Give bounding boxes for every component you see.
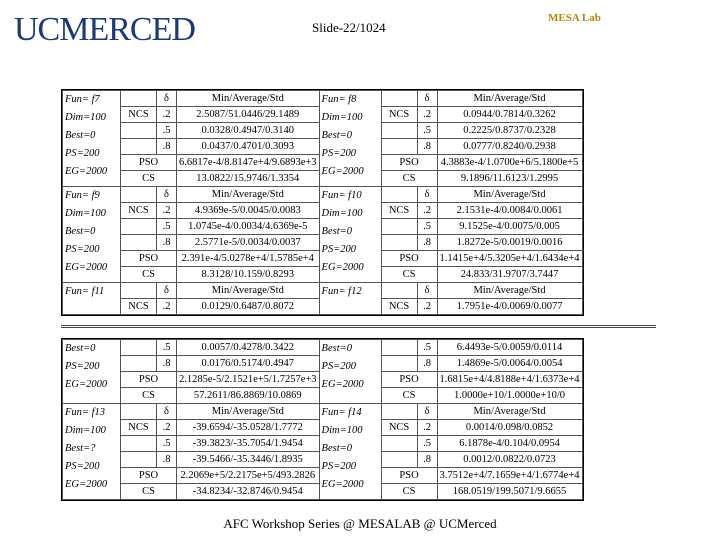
result-cell: -39.3823/-35.7054/1.9454 <box>177 436 320 452</box>
result-cell: 1.1415e+4/5.3205e+4/1.6434e+4 <box>437 251 582 267</box>
algorithm-cell: PSO <box>381 155 437 171</box>
result-cell: 1.7951e-4/0.0069/0.0077 <box>437 299 582 315</box>
result-cell: 2.5087/51.0446/29.1489 <box>177 107 320 123</box>
result-cell: Min/Average/Std <box>437 187 582 203</box>
result-cell: 0.0012/0.0822/0.0723 <box>437 452 582 468</box>
delta-cell: δ <box>417 187 437 203</box>
function-param: Best=? <box>65 443 96 454</box>
result-cell: 6.4493e-5/0.0059/0.0114 <box>437 340 582 356</box>
function-param: Dim=100 <box>321 425 363 436</box>
delta-cell: .2 <box>157 107 177 123</box>
result-cell: 0.0176/0.5174/0.4947 <box>177 356 320 372</box>
result-cell: 0.0777/0.8240/0.2938 <box>437 139 582 155</box>
algorithm-cell: PSO <box>381 372 437 388</box>
delta-cell: δ <box>417 91 437 107</box>
result-cell: 6.1878e-4/0.104/0.0954 <box>437 436 582 452</box>
algorithm-cell <box>381 283 417 299</box>
result-cell: 2.391e-4/5.0278e+4/1.5785e+4 <box>177 251 320 267</box>
function-params-cell <box>63 340 121 404</box>
result-cell: 0.0057/0.4278/0.3422 <box>177 340 320 356</box>
slide-number: Slide-22/1024 <box>312 20 386 35</box>
delta-cell: .8 <box>157 452 177 468</box>
function-param: Dim=100 <box>321 208 363 219</box>
algorithm-cell <box>121 436 157 452</box>
function-param: EG=2000 <box>321 166 364 177</box>
algorithm-cell: PSO <box>381 468 437 484</box>
algorithm-cell: NCS <box>381 203 417 219</box>
algorithm-cell: NCS <box>121 420 157 436</box>
delta-cell: δ <box>157 91 177 107</box>
delta-cell: δ <box>157 404 177 420</box>
result-cell: 9.1896/11.6123/1.2995 <box>437 171 582 187</box>
function-params-cell <box>319 340 381 404</box>
function-param: PS=200 <box>321 461 357 472</box>
result-cell: 0.0129/0.6487/0.8072 <box>177 299 320 315</box>
function-param: EG=2000 <box>65 379 108 390</box>
delta-cell: .5 <box>417 219 437 235</box>
result-cell: 4.3883e-4/1.0700e+6/5.1800e+5 <box>437 155 582 171</box>
function-param: Best=0 <box>321 343 352 354</box>
algorithm-cell <box>121 404 157 420</box>
function-param: Best=0 <box>321 130 352 141</box>
function-param: Dim=100 <box>321 112 363 123</box>
algorithm-cell: PSO <box>121 251 177 267</box>
results-table-top <box>61 89 584 316</box>
function-param: Fun= f13 <box>65 407 106 418</box>
function-params-cell <box>63 404 121 500</box>
function-param: Fun= f11 <box>65 286 105 297</box>
function-params-cell <box>63 187 121 283</box>
delta-cell: .5 <box>417 436 437 452</box>
algorithm-cell: PSO <box>121 372 177 388</box>
delta-cell: .2 <box>417 203 437 219</box>
delta-cell: .8 <box>417 452 437 468</box>
algorithm-cell: CS <box>121 388 177 404</box>
result-cell: 2.2069e+5/2.2175e+5/493.2826 <box>177 468 320 484</box>
delta-cell: .5 <box>417 123 437 139</box>
result-cell: -34.8234/-32.8746/0.9454 <box>177 484 320 500</box>
delta-cell: .5 <box>157 123 177 139</box>
algorithm-cell <box>121 123 157 139</box>
function-params-cell <box>319 404 381 500</box>
algorithm-cell: NCS <box>121 299 157 315</box>
delta-cell: .8 <box>417 356 437 372</box>
table-divider <box>61 325 656 328</box>
delta-cell: δ <box>417 283 437 299</box>
delta-cell: .2 <box>417 107 437 123</box>
function-params-cell <box>319 187 381 283</box>
delta-cell: δ <box>157 187 177 203</box>
result-cell: 1.0745e-4/0.0034/4.6369e-5 <box>177 219 320 235</box>
algorithm-cell <box>121 219 157 235</box>
function-param: Fun= f10 <box>321 190 362 201</box>
result-cell: 57.2611/86.8869/10.0869 <box>177 388 320 404</box>
result-cell: Min/Average/Std <box>437 283 582 299</box>
ucmerced-logo <box>14 8 214 48</box>
function-param: EG=2000 <box>65 479 108 490</box>
result-cell: 24.833/31.9707/3.7447 <box>437 267 582 283</box>
delta-cell: .8 <box>157 356 177 372</box>
delta-cell: .5 <box>157 340 177 356</box>
algorithm-cell <box>381 235 417 251</box>
delta-cell: .8 <box>157 235 177 251</box>
algorithm-cell <box>121 452 157 468</box>
result-cell: 9.1525e-4/0.0075/0.005 <box>437 219 582 235</box>
function-param: PS=200 <box>65 461 100 472</box>
function-param: PS=200 <box>65 361 100 372</box>
table-row <box>63 283 583 299</box>
algorithm-cell <box>381 187 417 203</box>
function-param: Dim=100 <box>65 112 106 123</box>
function-param: PS=200 <box>65 148 100 159</box>
function-param: EG=2000 <box>321 379 364 390</box>
function-params-cell <box>63 91 121 187</box>
result-cell: Min/Average/Std <box>437 91 582 107</box>
result-cell: Min/Average/Std <box>177 404 320 420</box>
result-cell: 2.5771e-5/0.0034/0.0037 <box>177 235 320 251</box>
function-param: PS=200 <box>321 361 357 372</box>
result-cell: -39.5466/-35.3446/1.8935 <box>177 452 320 468</box>
function-param: Best=0 <box>321 443 352 454</box>
result-cell: 1.4869e-5/0.0064/0.0054 <box>437 356 582 372</box>
function-param: Best=0 <box>65 343 96 354</box>
result-cell: Min/Average/Std <box>437 404 582 420</box>
function-param: PS=200 <box>65 244 100 255</box>
delta-cell: .8 <box>157 139 177 155</box>
function-param: PS=200 <box>321 148 357 159</box>
lab-name: MESA Lab <box>548 12 601 24</box>
delta-cell: .5 <box>157 436 177 452</box>
logo-text: UCMERCED <box>14 11 195 48</box>
algorithm-cell: PSO <box>121 468 177 484</box>
table-row <box>63 187 583 203</box>
function-param: Fun= f9 <box>65 190 100 201</box>
algorithm-cell <box>381 356 417 372</box>
delta-cell: .8 <box>417 235 437 251</box>
result-cell: 3.7512e+4/7.1659e+4/1.6774e+4 <box>437 468 582 484</box>
result-cell: 0.0944/0.7814/0.3262 <box>437 107 582 123</box>
delta-cell: .2 <box>157 420 177 436</box>
function-params-cell <box>319 91 381 187</box>
result-cell: Min/Average/Std <box>177 283 320 299</box>
function-param: Fun= f8 <box>321 94 357 105</box>
function-param: Dim=100 <box>65 208 106 219</box>
result-cell: 6.6817e-4/8.8147e+4/9.6893e+3 <box>177 155 320 171</box>
result-cell: 1.8272e-5/0.0019/0.0016 <box>437 235 582 251</box>
table-row <box>63 91 583 107</box>
result-cell: 2.1285e-5/2.1521e+5/1.7257e+3 <box>177 372 320 388</box>
result-cell: 13.0822/15.9746/1.3354 <box>177 171 320 187</box>
result-cell: 1.0000e+10/1.0000e+10/0 <box>437 388 582 404</box>
delta-cell: .2 <box>157 299 177 315</box>
table-row <box>63 340 583 356</box>
algorithm-cell: CS <box>121 484 177 500</box>
function-param: PS=200 <box>321 244 357 255</box>
table-row <box>63 404 583 420</box>
algorithm-cell: CS <box>121 171 177 187</box>
delta-cell: .2 <box>417 420 437 436</box>
result-cell: 4.9369e-5/0.0045/0.0083 <box>177 203 320 219</box>
delta-cell: .8 <box>417 139 437 155</box>
result-cell: 1.6815e+4/4.8188e+4/1.6373e+4 <box>437 372 582 388</box>
algorithm-cell: CS <box>121 267 177 283</box>
algorithm-cell <box>121 91 157 107</box>
algorithm-cell <box>121 356 157 372</box>
algorithm-cell <box>121 235 157 251</box>
function-param: EG=2000 <box>321 479 364 490</box>
delta-cell: .5 <box>417 340 437 356</box>
result-cell: -39.6594/-35.0528/1.7772 <box>177 420 320 436</box>
delta-cell: .5 <box>157 219 177 235</box>
algorithm-cell <box>381 404 417 420</box>
algorithm-cell: CS <box>381 171 437 187</box>
algorithm-cell <box>381 436 417 452</box>
result-cell: 168.0519/199.5071/9.6655 <box>437 484 582 500</box>
function-param: EG=2000 <box>65 166 108 177</box>
result-cell: Min/Average/Std <box>177 187 320 203</box>
algorithm-cell <box>121 340 157 356</box>
algorithm-cell: NCS <box>381 299 417 315</box>
algorithm-cell <box>381 123 417 139</box>
result-cell: Min/Average/Std <box>177 91 320 107</box>
algorithm-cell <box>381 219 417 235</box>
function-param: EG=2000 <box>321 262 364 273</box>
algorithm-cell: NCS <box>121 203 157 219</box>
result-cell: 0.0437/0.4701/0.3093 <box>177 139 320 155</box>
algorithm-cell: PSO <box>381 251 437 267</box>
function-param: Fun= f14 <box>321 407 362 418</box>
function-param: EG=2000 <box>65 262 108 273</box>
delta-cell: .2 <box>417 299 437 315</box>
algorithm-cell: CS <box>381 388 437 404</box>
function-params-cell <box>319 283 381 315</box>
delta-cell: δ <box>417 404 437 420</box>
algorithm-cell: NCS <box>381 107 417 123</box>
algorithm-cell: NCS <box>381 420 417 436</box>
algorithm-cell <box>121 187 157 203</box>
algorithm-cell: PSO <box>121 155 177 171</box>
algorithm-cell <box>381 340 417 356</box>
algorithm-cell: CS <box>381 267 437 283</box>
result-cell: 0.0328/0.4947/0.3140 <box>177 123 320 139</box>
algorithm-cell <box>381 91 417 107</box>
function-param: Fun= f7 <box>65 94 100 105</box>
function-params-cell <box>63 283 121 315</box>
algorithm-cell: NCS <box>121 107 157 123</box>
algorithm-cell: CS <box>381 484 437 500</box>
algorithm-cell <box>121 139 157 155</box>
result-cell: 2.1531e-4/0.0084/0.0061 <box>437 203 582 219</box>
algorithm-cell <box>381 452 417 468</box>
results-table-bottom <box>61 338 584 501</box>
delta-cell: δ <box>157 283 177 299</box>
result-cell: 0.0014/0.098/0.0852 <box>437 420 582 436</box>
function-param: Dim=100 <box>65 425 106 436</box>
function-param: Fun= f12 <box>321 286 362 297</box>
delta-cell: .2 <box>157 203 177 219</box>
algorithm-cell <box>381 139 417 155</box>
result-cell: 8.3128/10.159/0.8293 <box>177 267 320 283</box>
footer-text: AFC Workshop Series @ MESALAB @ UCMerced <box>223 516 497 531</box>
algorithm-cell <box>121 283 157 299</box>
function-param: Best=0 <box>321 226 352 237</box>
function-param: Best=0 <box>65 226 96 237</box>
function-param: Best=0 <box>65 130 96 141</box>
result-cell: 0.2225/0.8737/0.2328 <box>437 123 582 139</box>
